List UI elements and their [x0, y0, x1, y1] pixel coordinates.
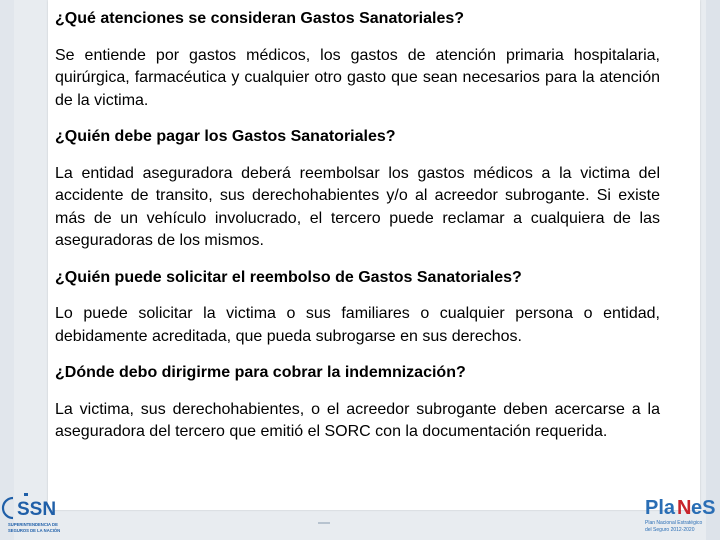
right-background-stripe: [706, 0, 720, 540]
faq-question-1: ¿Qué atenciones se consideran Gastos Sanatoriales?: [55, 10, 465, 27]
faq-answer-1: Se entiende por gastos médicos, los gastos de atención primaria hospitalaria, quirúrgica, farmacéutica y cualquier otro gasto que sean necesarios para la atención de la victima.: [55, 46, 660, 109]
faq-answer-3: Lo puede solicitar la victima o sus familiares o cualquier persona o entidad, debidamente acreditada, que pueda subrogarse en sus derechos.: [55, 305, 660, 345]
svg-text:eS: eS: [691, 497, 716, 519]
left-background-stripe: [0, 0, 14, 540]
ssn-logo-icon: [0, 490, 82, 540]
svg-text:del Seguro 2012-2020: del Seguro 2012-2020: [645, 527, 695, 533]
faq-question-4: ¿Dónde debo dirigirme para cobrar la indemnización?: [55, 364, 466, 381]
planes-logo-icon: [640, 488, 720, 540]
svg-text:SSN: SSN: [17, 499, 57, 520]
faq-answer-4: La victima, sus derechohabientes, o el acreedor subrogante deben acercarse a la aseguradora del tercero que emitió el SORC con la documentación requerida.: [55, 400, 660, 440]
faq-question-3: ¿Quién puede solicitar el reembolso de Gastos Sanatoriales?: [55, 268, 522, 286]
svg-text:SUPERINTENDENCIA DE: SUPERINTENDENCIA DE: [8, 522, 58, 527]
svg-text:SEGUROS DE LA NACIÓN: SEGUROS DE LA NACIÓN: [8, 528, 61, 533]
svg-text:Pla: Pla: [645, 497, 676, 519]
svg-text:Plan Nacional Estratégico: Plan Nacional Estratégico: [645, 520, 703, 526]
faq-answer-2: La entidad aseguradora deberá reembolsar los gastos médicos a la victima del accidente de transito, sus derechohabientes y/o al acreedor subrogante. Si existe más de un vehículo involucrado, el tercero puede reclamar a cualquiera de las aseguradoras de los mismos.: [55, 164, 660, 249]
faq-question-2: ¿Quién debe pagar los Gastos Sanatoriales?: [55, 128, 396, 145]
svg-text:N: N: [677, 497, 692, 519]
footer-divider: [318, 522, 330, 524]
faq-content: [55, 8, 660, 444]
